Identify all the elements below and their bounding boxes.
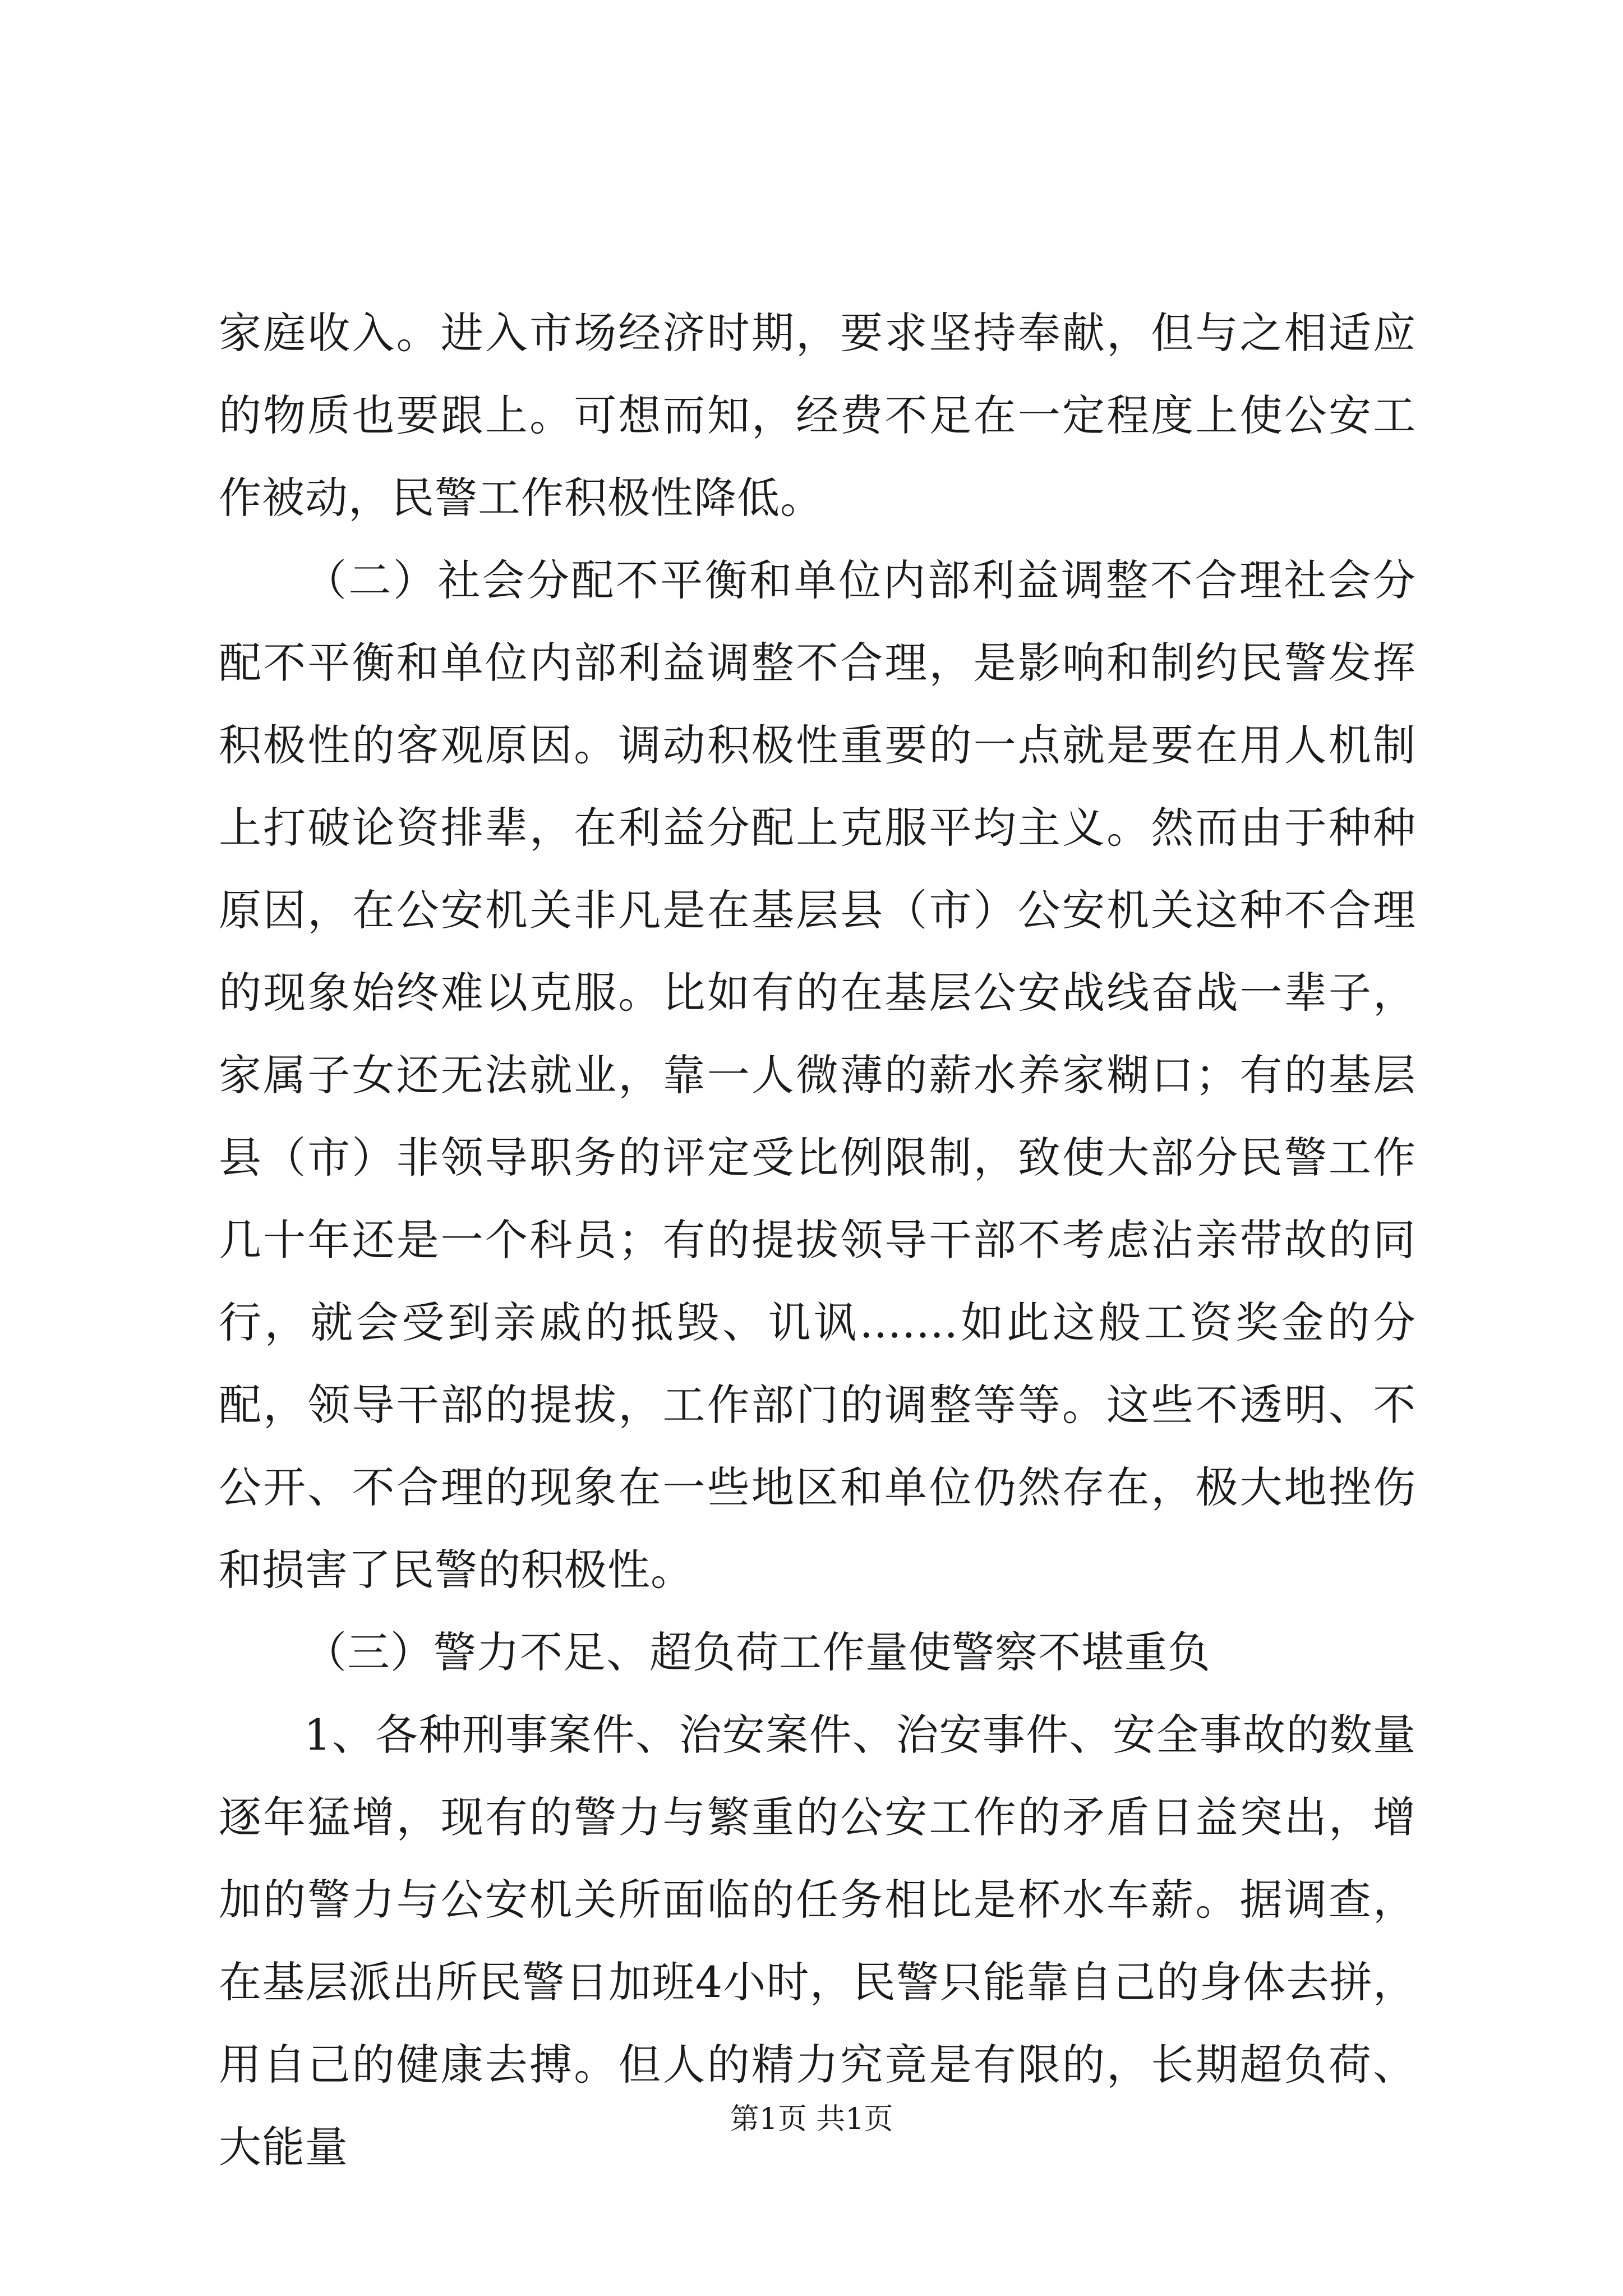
paragraph-1: 家庭收入。进入市场经济时期，要求坚持奉献，但与之相适应的物质也要跟上。可想而知，经费不足在一定程度上使公安工作被动，民警工作积极性降低。 bbox=[219, 308, 1416, 523]
page-footer: 第1页 共1页 bbox=[730, 2102, 893, 2136]
paragraph-4: 1、各种刑事案件、治安案件、治安事件、安全事故的数量逐年猛增，现有的警力与繁重的公安工作的矛盾日益突出，增加的警力与公安机关所面临的任务相比是杯水车薪。据调查，在基层派出所民警日加班4小时，民警只能靠自己的身体去拼，用自己的健康去搏。但人的精力究竟是有限的，长期超负荷、大能量 bbox=[219, 1710, 1416, 2172]
paragraph-3: （三）警力不足、超负荷工作量使警察不堪重负 bbox=[304, 1627, 1211, 1677]
document-body bbox=[219, 292, 1416, 2188]
paragraph-2: （二）社会分配不平衡和单位内部利益调整不合理社会分配不平衡和单位内部利益调整不合理，是影响和制约民警发挥积极性的客观原因。调动积极性重要的一点就是要在用人机制上打破论资排辈，在利益分配上克服平均主义。然而由于种种原因，在公安机关非凡是在基层县（市）公安机关这种不合理的现象始终难以克服。比如有的在基层公安战线奋战一辈子，家属子女还无法就业，靠一人微薄的薪水养家糊口；有的基层县（市）非领导职务的评定受比例限制，致使大部分民警工作几十年还是一个科员；有的提拔领导干部不考虑沾亲带故的同行，就会受到亲戚的抵毁、讥讽.......如此这般工资奖金的分配，领导干部的提拔，工作部门的调整等等。这些不透明、不公开、不合理的现象在一些地区和单位仍然存在，极大地挫伤和损害了民警的积极性。 bbox=[219, 555, 1416, 1595]
